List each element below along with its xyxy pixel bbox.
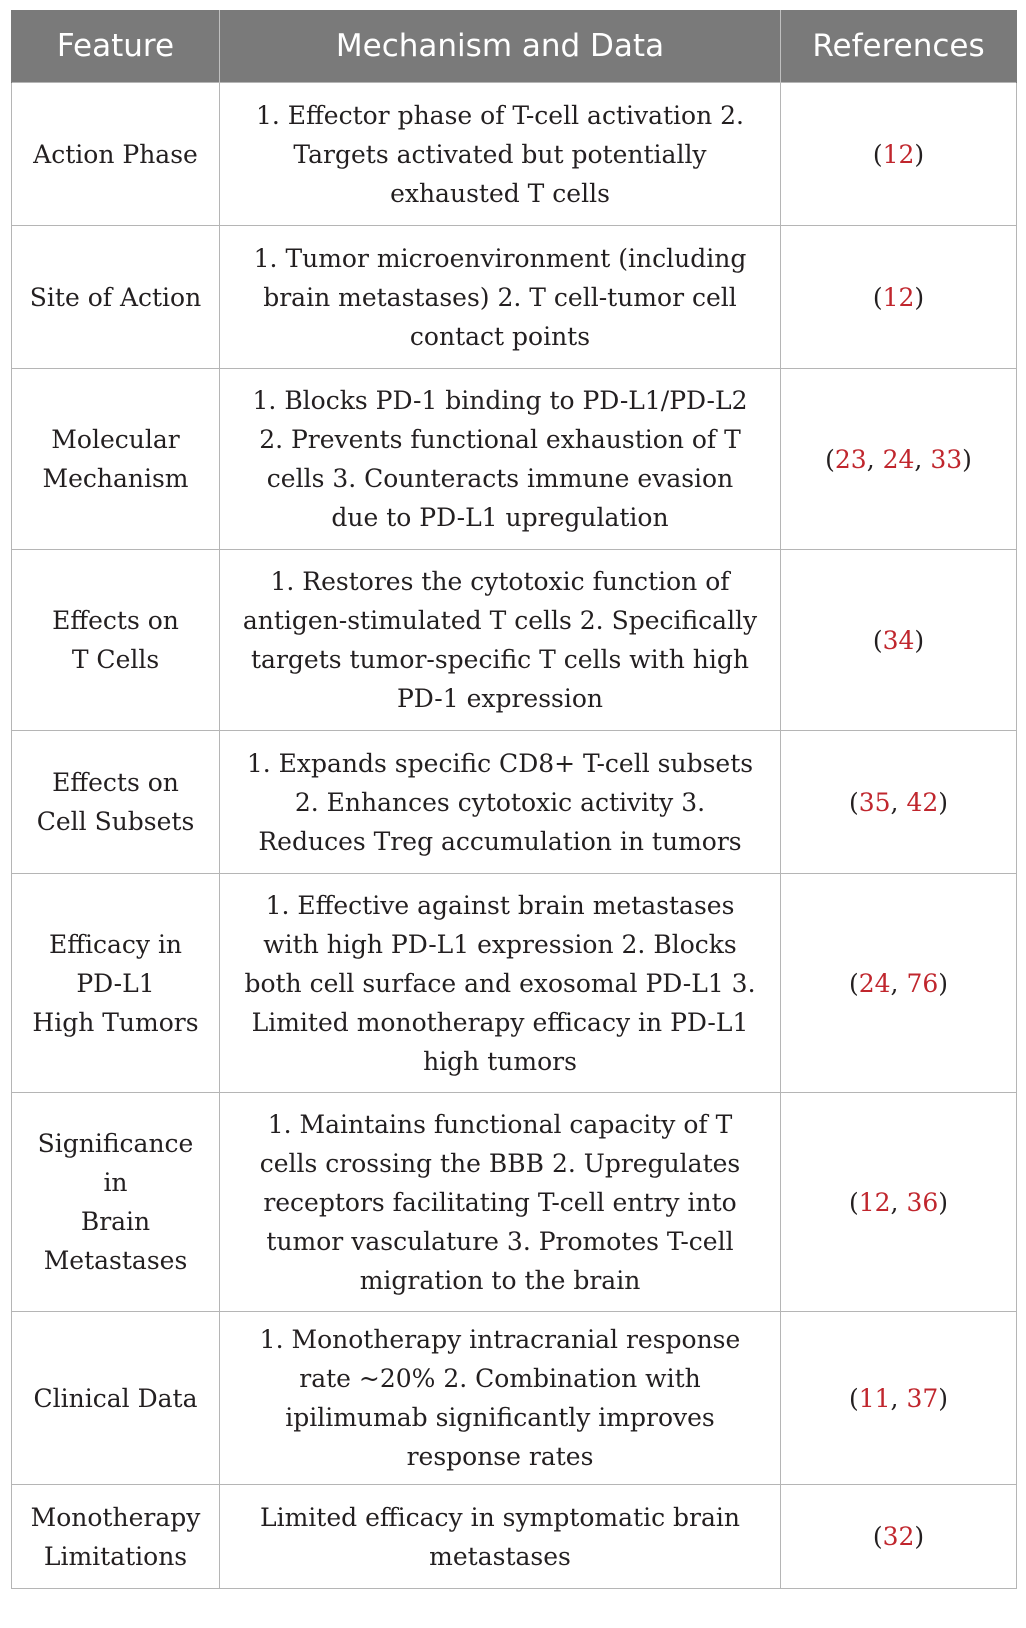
feature-text: Site of Action (29, 282, 202, 312)
mechanism-cell: 1. Tumor microenvironment (including brain metastases) 2. T cell-tumor cell contact points (220, 226, 781, 369)
reference-link[interactable]: 35 (858, 787, 891, 817)
table-row (12, 1485, 1017, 1589)
reference-link[interactable]: 23 (834, 444, 867, 474)
feature-cell (12, 369, 220, 550)
reference-link[interactable]: 34 (882, 625, 915, 655)
feature-text: Significance (37, 1129, 194, 1158)
reference-link[interactable]: 76 (906, 968, 939, 998)
references-cell: (24, 76) (781, 874, 1017, 1093)
header-mechanism: Mechanism and Data (220, 10, 781, 83)
feature-text: Cell Subsets (36, 807, 195, 836)
feature-text: T Cells (71, 645, 160, 674)
mechanism-cell: 1. Maintains functional capacity of T cells crossing the BBB 2. Upregulates receptors facilitating T-cell entry into tumor vasculature 3. Promotes T-cell migration to the brain (220, 1093, 781, 1312)
reference-link[interactable]: 36 (906, 1187, 939, 1217)
table-row (12, 731, 1017, 874)
references-cell: (23, 24, 33) (781, 369, 1017, 550)
feature-text: Limitations (43, 1541, 188, 1571)
references-cell: (12) (781, 83, 1017, 226)
reference-link[interactable]: 42 (906, 787, 939, 817)
feature-text: Efficacy in (48, 929, 183, 959)
feature-text: Action Phase (33, 139, 198, 169)
reference-link[interactable]: 12 (882, 139, 915, 169)
feature-text: Effects on (52, 768, 179, 797)
feature-cell (12, 226, 220, 369)
references-cell: (32) (781, 1485, 1017, 1589)
mechanism-cell: 1. Effective against brain metastases with high PD-L1 expression 2. Blocks both cell surface and exosomal PD-L1 3. Limited monotherapy efficacy in PD-L1 high tumors (220, 874, 781, 1093)
table-row (12, 874, 1017, 1093)
reference-link[interactable]: 33 (930, 444, 963, 474)
table-row (12, 1093, 1017, 1312)
mechanism-cell: 1. Effector phase of T-cell activation 2. Targets activated but potentially exhausted T cells (220, 83, 781, 226)
reference-link[interactable]: 24 (882, 444, 915, 474)
header-feature: Feature (12, 10, 220, 83)
reference-link[interactable]: 24 (858, 968, 891, 998)
mechanism-cell: Limited efficacy in symptomatic brain metastases (220, 1485, 781, 1589)
feature-text: Metastases (43, 1246, 188, 1275)
feature-cell (12, 1312, 220, 1485)
reference-link[interactable]: 37 (906, 1383, 939, 1413)
table-row (12, 83, 1017, 226)
feature-text: High Tumors (32, 1007, 199, 1037)
feature-text: Clinical Data (33, 1383, 198, 1413)
feature-cell (12, 1093, 220, 1312)
references-cell: (12, 36) (781, 1093, 1017, 1312)
feature-cell (12, 83, 220, 226)
mechanism-cell: 1. Monotherapy intracranial response rate ~20% 2. Combination with ipilimumab significantly improves response rates (220, 1312, 781, 1485)
feature-text: Brain (80, 1207, 151, 1236)
references-cell: (34) (781, 550, 1017, 731)
feature-table (11, 10, 1017, 1589)
table-header (12, 10, 1017, 83)
mechanism-cell: 1. Expands specific CD8+ T-cell subsets 2. Enhances cytotoxic activity 3. Reduces Treg accumulation in tumors (220, 731, 781, 874)
feature-cell (12, 1485, 220, 1589)
reference-link[interactable]: 12 (882, 282, 915, 312)
feature-text: in (103, 1168, 128, 1197)
reference-link[interactable]: 11 (858, 1383, 891, 1413)
feature-text: PD-L1 (76, 968, 155, 998)
table-row (12, 226, 1017, 369)
table-body (12, 83, 1017, 1589)
mechanism-cell: 1. Restores the cytotoxic function of antigen-stimulated T cells 2. Specifically targets tumor-specific T cells with high PD-1 expression (220, 550, 781, 731)
feature-text: Effects on (52, 606, 179, 635)
feature-cell (12, 550, 220, 731)
references-cell: (35, 42) (781, 731, 1017, 874)
reference-link[interactable]: 32 (882, 1522, 915, 1551)
feature-cell (12, 874, 220, 1093)
references-cell: (11, 37) (781, 1312, 1017, 1485)
table-row (12, 369, 1017, 550)
header-references: References (781, 10, 1017, 83)
feature-text: Monotherapy (30, 1502, 201, 1532)
references-cell: (12) (781, 226, 1017, 369)
table-container (11, 10, 1016, 1589)
feature-text: Molecular (51, 425, 180, 454)
table-row (12, 1312, 1017, 1485)
feature-cell (12, 731, 220, 874)
feature-text: Mechanism (42, 464, 189, 493)
mechanism-cell: 1. Blocks PD-1 binding to PD-L1/PD-L2 2. Prevents functional exhaustion of T cells 3. Counteracts immune evasion due to PD-L1 upregulation (220, 369, 781, 550)
reference-link[interactable]: 12 (858, 1187, 891, 1217)
table-row (12, 550, 1017, 731)
